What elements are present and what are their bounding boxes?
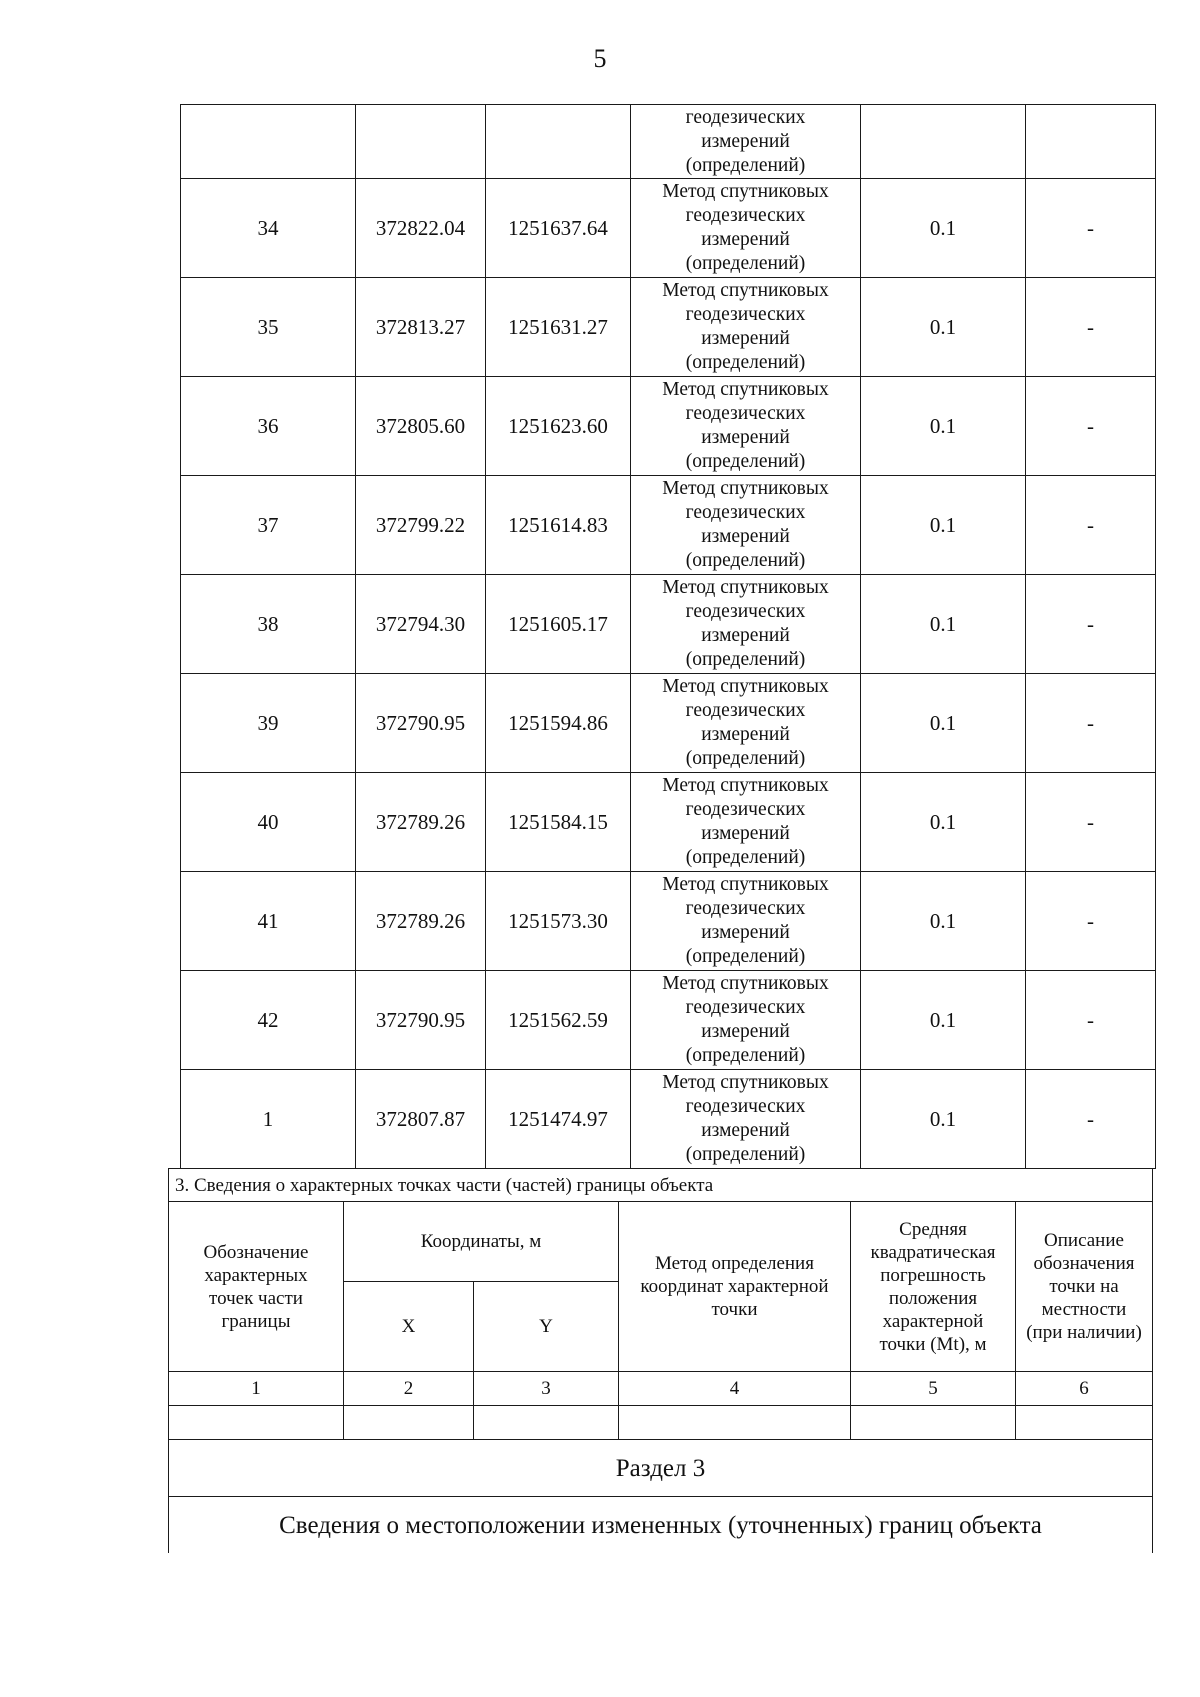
empty-row	[169, 1406, 1153, 1440]
method-line: (определений)	[685, 154, 806, 176]
y-header: Y	[474, 1282, 619, 1372]
method-cell	[631, 105, 861, 179]
x-coordinate: 372822.04	[356, 179, 486, 278]
method-line: геодезических	[685, 502, 806, 523]
header-line: точки (Mt), м	[879, 1333, 987, 1355]
header-line: положения	[888, 1287, 978, 1309]
point-number: 37	[181, 476, 356, 575]
point-description: -	[1026, 971, 1156, 1070]
table-row	[181, 971, 1156, 1070]
header-line: границы	[221, 1310, 291, 1332]
mt-value: 0.1	[861, 773, 1026, 872]
mt-value: 0.1	[861, 575, 1026, 674]
empty-cell	[1016, 1406, 1153, 1440]
header-line: (при наличии)	[1026, 1322, 1142, 1343]
description-header	[1016, 1202, 1153, 1372]
table-row	[181, 179, 1156, 278]
mt-value: 0.1	[861, 1070, 1026, 1169]
point-number: 40	[181, 773, 356, 872]
method-line: измерений	[701, 922, 790, 943]
method-line: геодезических	[685, 106, 806, 128]
x-header: X	[344, 1282, 474, 1372]
method-line: (определений)	[685, 451, 806, 472]
x-coordinate: 372789.26	[356, 872, 486, 971]
method-line: измерений	[701, 427, 790, 448]
method-line: Метод спутниковых	[662, 973, 829, 994]
point-description: -	[1026, 278, 1156, 377]
method-line: измерений	[701, 130, 790, 152]
method-line: геодезических	[685, 898, 806, 919]
empty-cell	[169, 1406, 344, 1440]
method-line: измерений	[701, 1120, 790, 1141]
header-line: обозначения	[1033, 1253, 1135, 1274]
page-number: 5	[593, 44, 607, 73]
table-row	[181, 278, 1156, 377]
method-line: измерений	[701, 823, 790, 844]
column-number: 2	[344, 1372, 474, 1406]
x-coordinate: 372813.27	[356, 278, 486, 377]
header-line: местности	[1041, 1299, 1127, 1320]
y-coordinate: 1251614.83	[486, 476, 631, 575]
method-cell	[631, 971, 861, 1070]
method-line: геодезических	[685, 1096, 806, 1117]
method-line: (определений)	[685, 748, 806, 769]
empty-cell	[344, 1406, 474, 1440]
header-line: координат характерной	[640, 1276, 829, 1297]
mt-cell	[861, 105, 1026, 179]
header-line: характерных	[204, 1264, 308, 1286]
x-coordinate: 372805.60	[356, 377, 486, 476]
method-line: измерений	[701, 526, 790, 547]
point-number: 34	[181, 179, 356, 278]
y-coordinate: 1251594.86	[486, 674, 631, 773]
empty-cell	[474, 1406, 619, 1440]
method-line: (определений)	[685, 550, 806, 571]
column-number: 3	[474, 1372, 619, 1406]
point-number: 39	[181, 674, 356, 773]
column-number: 5	[851, 1372, 1016, 1406]
mt-value: 0.1	[861, 971, 1026, 1070]
method-line: Метод спутниковых	[662, 379, 829, 400]
mt-header	[851, 1202, 1016, 1372]
header-line: квадратическая	[870, 1241, 996, 1263]
header-line: Метод определения	[655, 1253, 814, 1274]
section-title: Раздел 3	[169, 1440, 1153, 1497]
method-cell	[631, 476, 861, 575]
method-cell	[631, 377, 861, 476]
header-line: точки на	[1049, 1276, 1119, 1297]
point-cell	[181, 105, 356, 179]
point-description: -	[1026, 575, 1156, 674]
table-row	[181, 1070, 1156, 1169]
method-line: геодезических	[685, 403, 806, 424]
method-line: (определений)	[685, 253, 806, 274]
coordinates-header: Координаты, м	[344, 1202, 619, 1282]
x-coordinate: 372790.95	[356, 971, 486, 1070]
table-row-continuation	[181, 105, 1156, 179]
table-row	[181, 377, 1156, 476]
method-cell	[631, 1070, 861, 1169]
point-description: -	[1026, 773, 1156, 872]
part-boundary-table	[168, 1168, 1153, 1553]
desc-cell	[1026, 105, 1156, 179]
point-description: -	[1026, 476, 1156, 575]
point-number: 41	[181, 872, 356, 971]
method-cell	[631, 575, 861, 674]
y-cell	[486, 105, 631, 179]
point-number: 36	[181, 377, 356, 476]
x-cell	[356, 105, 486, 179]
method-line: (определений)	[685, 847, 806, 868]
y-coordinate: 1251637.64	[486, 179, 631, 278]
column-number: 1	[169, 1372, 344, 1406]
method-cell	[631, 278, 861, 377]
x-coordinate: 372790.95	[356, 674, 486, 773]
x-coordinate: 372807.87	[356, 1070, 486, 1169]
method-line: измерений	[701, 229, 790, 250]
mt-value: 0.1	[861, 476, 1026, 575]
method-cell	[631, 773, 861, 872]
method-line: геодезических	[685, 205, 806, 226]
empty-cell	[619, 1406, 851, 1440]
method-line: геодезических	[685, 601, 806, 622]
mt-value: 0.1	[861, 278, 1026, 377]
point-description: -	[1026, 179, 1156, 278]
table-row	[181, 575, 1156, 674]
method-line: (определений)	[685, 649, 806, 670]
method-line: (определений)	[685, 1045, 806, 1066]
method-cell	[631, 179, 861, 278]
method-line: геодезических	[685, 799, 806, 820]
point-description: -	[1026, 674, 1156, 773]
designation-header	[169, 1202, 344, 1372]
y-coordinate: 1251474.97	[486, 1070, 631, 1169]
header-line: Средняя	[899, 1218, 967, 1240]
y-coordinate: 1251631.27	[486, 278, 631, 377]
method-cell	[631, 674, 861, 773]
y-coordinate: 1251623.60	[486, 377, 631, 476]
method-line: (определений)	[685, 1144, 806, 1165]
x-coordinate: 372799.22	[356, 476, 486, 575]
header-line: Обозначение	[203, 1241, 309, 1263]
point-description: -	[1026, 377, 1156, 476]
point-description: -	[1026, 872, 1156, 971]
table-caption: 3. Сведения о характерных точках части (частей) границы объекта	[169, 1169, 1153, 1202]
method-cell	[631, 872, 861, 971]
table-row	[181, 476, 1156, 575]
point-number: 42	[181, 971, 356, 1070]
mt-value: 0.1	[861, 674, 1026, 773]
method-line: Метод спутниковых	[662, 577, 829, 598]
header-line: точки	[711, 1299, 758, 1320]
method-line: геодезических	[685, 304, 806, 325]
mt-value: 0.1	[861, 872, 1026, 971]
method-line: Метод спутниковых	[662, 1072, 829, 1093]
y-coordinate: 1251584.15	[486, 773, 631, 872]
y-coordinate: 1251573.30	[486, 872, 631, 971]
x-coordinate: 372794.30	[356, 575, 486, 674]
points-table	[180, 104, 1156, 1169]
x-coordinate: 372789.26	[356, 773, 486, 872]
point-description: -	[1026, 1070, 1156, 1169]
method-line: Метод спутниковых	[662, 478, 829, 499]
column-number: 4	[619, 1372, 851, 1406]
header-line: точек части	[209, 1287, 303, 1309]
method-header	[619, 1202, 851, 1372]
method-line: Метод спутниковых	[662, 676, 829, 697]
method-line: Метод спутниковых	[662, 775, 829, 796]
method-line: Метод спутниковых	[662, 874, 829, 895]
section-description: Сведения о местоположении измененных (уточненных) границ объекта	[169, 1497, 1153, 1554]
point-number: 38	[181, 575, 356, 674]
method-line: геодезических	[685, 700, 806, 721]
method-line: измерений	[701, 724, 790, 745]
point-number: 35	[181, 278, 356, 377]
header-line: погрешность	[880, 1264, 986, 1286]
header-line: характерной	[882, 1310, 984, 1332]
mt-value: 0.1	[861, 377, 1026, 476]
method-line: геодезических	[685, 997, 806, 1018]
y-coordinate: 1251562.59	[486, 971, 631, 1070]
method-line: измерений	[701, 625, 790, 646]
method-line: (определений)	[685, 946, 806, 967]
column-number: 6	[1016, 1372, 1153, 1406]
method-line: Метод спутниковых	[662, 181, 829, 202]
table-row	[181, 773, 1156, 872]
method-line: Метод спутниковых	[662, 280, 829, 301]
point-number: 1	[181, 1070, 356, 1169]
method-line: измерений	[701, 328, 790, 349]
header-line: Описание	[1044, 1230, 1124, 1251]
table-row	[181, 674, 1156, 773]
mt-value: 0.1	[861, 179, 1026, 278]
method-line: (определений)	[685, 352, 806, 373]
method-line: измерений	[701, 1021, 790, 1042]
empty-cell	[851, 1406, 1016, 1440]
table-row	[181, 872, 1156, 971]
y-coordinate: 1251605.17	[486, 575, 631, 674]
